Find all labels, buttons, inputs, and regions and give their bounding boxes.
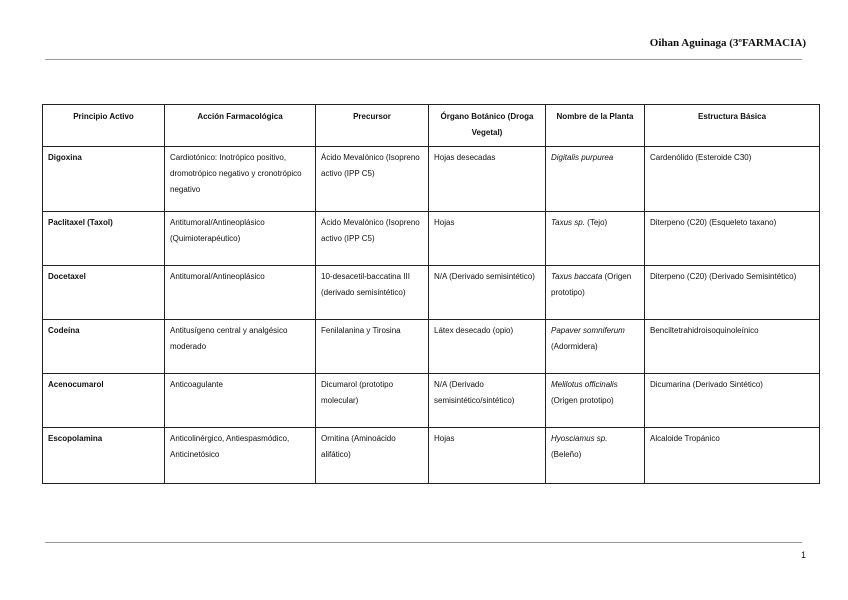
cell-estructura: Diterpeno (C20) (Esqueleto taxano) [645,212,820,266]
cell-accion: Anticoagulante [165,374,316,428]
header-divider [45,59,802,60]
column-header-principio: Principio Activo [43,105,165,147]
table-row [43,320,820,374]
plant-species-name: Hyosciamus sp. [551,434,608,443]
cell-principio: Codeína [43,320,165,374]
cell-planta [546,428,645,484]
table-row [43,147,820,212]
cell-planta [546,374,645,428]
column-header-organo: Órgano Botánico (Droga Vegetal) [429,105,546,147]
plant-species-name: Melilotus officinalis [551,380,618,389]
cell-precursor: Ácido Mevalónico (Isopreno activo (IPP C5) [316,147,429,212]
plant-common-name: (Adormidera) [551,342,598,351]
cell-organo: N/A (Derivado semisintético/sintético) [429,374,546,428]
cell-accion: Antitumoral/Antineoplásico (Quimioterapéutico) [165,212,316,266]
cell-principio: Docetaxel [43,266,165,320]
cell-planta [546,266,645,320]
table-row [43,428,820,484]
plant-species-name: Taxus baccata [551,272,603,281]
cell-organo: Hojas desecadas [429,147,546,212]
cell-accion: Antitusígeno central y analgésico moderado [165,320,316,374]
cell-precursor: Fenilalanina y Tirosina [316,320,429,374]
plant-species-name: Taxus sp. [551,218,585,227]
column-header-planta: Nombre de la Planta [546,105,645,147]
cell-planta [546,147,645,212]
cell-organo: Hojas [429,428,546,484]
table-header-row [43,105,820,147]
cell-estructura: Diterpeno (C20) (Derivado Semisintético) [645,266,820,320]
cell-precursor: 10-desacetil-baccatina III (derivado semisintético) [316,266,429,320]
cell-principio: Digoxina [43,147,165,212]
cell-accion: Antitumoral/Antineoplásico [165,266,316,320]
plant-common-name: (Beleño) [551,450,582,459]
cell-planta [546,212,645,266]
drug-table [42,104,820,484]
cell-precursor: Ornitina (Aminoácido alifático) [316,428,429,484]
cell-organo: Látex desecado (opio) [429,320,546,374]
cell-principio: Acenocumarol [43,374,165,428]
cell-accion: Cardiotónico: Inotrópico positivo, dromotrópico negativo y cronotrópico negativo [165,147,316,212]
table-row [43,374,820,428]
column-header-precursor: Precursor [316,105,429,147]
cell-accion: Anticolinérgico, Antiespasmódico, Anticinetósico [165,428,316,484]
column-header-estructura: Estructura Básica [645,105,820,147]
cell-organo: N/A (Derivado semisintético) [429,266,546,320]
cell-estructura: Alcaloide Tropánico [645,428,820,484]
plant-common-name: (Origen prototipo) [551,396,614,405]
cell-estructura: Benciltetrahidroisoquinoleínico [645,320,820,374]
table-row [43,212,820,266]
page-number: 1 [800,550,806,560]
table-row [43,266,820,320]
cell-estructura: Cardenólido (Esteroide C30) [645,147,820,212]
cell-principio: Paclitaxel (Taxol) [43,212,165,266]
cell-principio: Escopolamina [43,428,165,484]
plant-species-name: Digitalis purpurea [551,153,614,162]
cell-estructura: Dicumarina (Derivado Sintético) [645,374,820,428]
column-header-accion: Acción Farmacológica [165,105,316,147]
plant-common-name: (Origen prototipo) [551,272,632,297]
cell-organo: Hojas [429,212,546,266]
document-author-header: Oihan Aguinaga (3ºFARMACIA) [649,37,806,49]
cell-planta [546,320,645,374]
cell-precursor: Dicumarol (prototipo molecular) [316,374,429,428]
plant-common-name: (Tejo) [584,218,608,227]
plant-species-name: Papaver somniferum [551,326,625,335]
footer-divider [45,542,802,543]
cell-precursor: Ácido Mevalónico (Isopreno activo (IPP C5) [316,212,429,266]
